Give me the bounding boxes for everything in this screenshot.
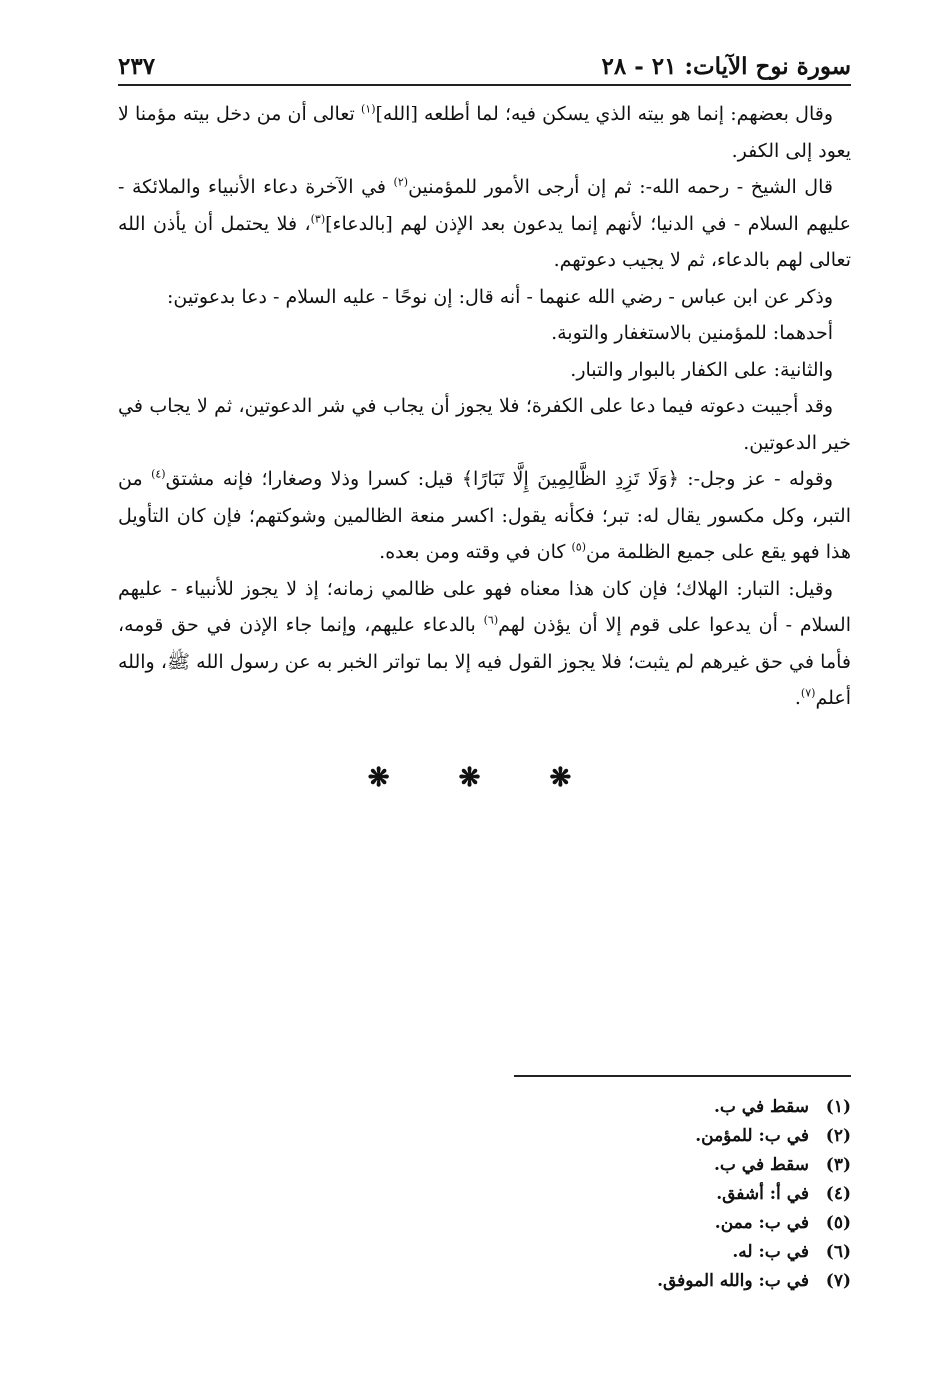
footnotes <box>118 1093 851 1296</box>
footnote-ref: (٧) <box>800 686 816 700</box>
footnote: (٧) في ب: والله الموفق. <box>657 1271 851 1291</box>
paragraph: والثانية: على الكفار بالبوار والتبار. <box>570 358 833 381</box>
paragraph: وقال بعضهم: إنما هو بيته الذي يسكن فيه؛ لما أطلعه [الله]$^{(١)}$ تعالى أن من دخل بيته مؤمنا لا يعود إلى الكفر. <box>118 102 851 162</box>
paragraph: وقوله - عز وجل-: ﴿وَلَا تَزِدِ الظَّالِمِينَ إِلَّا تَبَارًا﴾ قيل: كسرا وذلا وصغارا؛ فإنه مشتق$^{(٤)}$ من التبر، وكل مكسور يقال له: تبر؛ فكأنه يقول: اكسر منعة الظالمين وشوكتهم؛ فإن كان التأويل هذا فهو يقع على جميع الظلمة من$^{(٥)}$ كان في وقته ومن بعده. <box>118 467 851 563</box>
page-header <box>118 38 851 86</box>
surah-title: سورة نوح الآيات: ٢١ - ٢٨ <box>601 53 851 80</box>
section-separator-stars: ❋ ❋ ❋ <box>367 762 602 793</box>
footnote-ref: (٢) <box>393 175 409 189</box>
footnote-ref: (٣) <box>310 212 326 226</box>
footnote: (٢) في ب: للمؤمن. <box>695 1126 851 1146</box>
paragraph: قال الشيخ - رحمه الله-: ثم إن أرجى الأمور للمؤمنين$^{(٢)}$ في الآخرة دعاء الأنبياء والملائكة - عليهم السلام - في الدنيا؛ لأنهم إنما يدعون بعد الإذن لهم [بالدعاء]$^{(٣)}$، فلا يحتمل أن يأذن الله تعالى لهم بالدعاء، ثم لا يجيب دعوتهم. <box>118 175 851 271</box>
footnote-ref: (٤) <box>151 467 166 481</box>
footnote: (٥) في ب: ممن. <box>714 1213 851 1233</box>
page-number: ٢٣٧ <box>118 53 156 80</box>
paragraph: وذكر عن ابن عباس - رضي الله عنهما - أنه قال: إن نوحًا - عليه السلام - دعا بدعوتين: <box>167 285 833 308</box>
footnote: (٦) في ب: له. <box>732 1242 851 1262</box>
paragraph: أحدهما: للمؤمنين بالاستغفار والتوبة. <box>551 322 833 344</box>
footnote-ref: (٥) <box>571 540 587 554</box>
book-page <box>118 38 851 1358</box>
footnote-divider <box>514 1075 851 1077</box>
footnote: (١) سقط في ب. <box>713 1097 851 1117</box>
footnote: (٣) سقط في ب. <box>713 1155 851 1175</box>
footnote-ref: (٦) <box>483 613 499 627</box>
footnote-ref: (١) <box>360 102 376 116</box>
main-text <box>118 96 851 717</box>
paragraph: وقد أجيبت دعوته فيما دعا على الكفرة؛ فلا يجوز أن يجاب في شر الدعوتين، ثم لا يجاب في خير الدعوتين. <box>118 395 851 454</box>
paragraph: وقيل: التبار: الهلاك؛ فإن كان هذا معناه فهو على ظالمي زمانه؛ إذ لا يجوز للأنبياء - عليهم السلام - أن يدعوا على قوم إلا أن يؤذن لهم$^{(٦)}$ بالدعاء عليهم، وإنما جاء الإذن في حق قومه، فأما في حق غيرهم لم يثبت؛ فلا يجوز القول فيه إلا بما تواتر الخبر به عن رسول الله ﷺ، والله أعلم$^{(٧)}$. <box>118 577 851 709</box>
footnote: (٤) في أ: أشفق. <box>716 1184 851 1204</box>
